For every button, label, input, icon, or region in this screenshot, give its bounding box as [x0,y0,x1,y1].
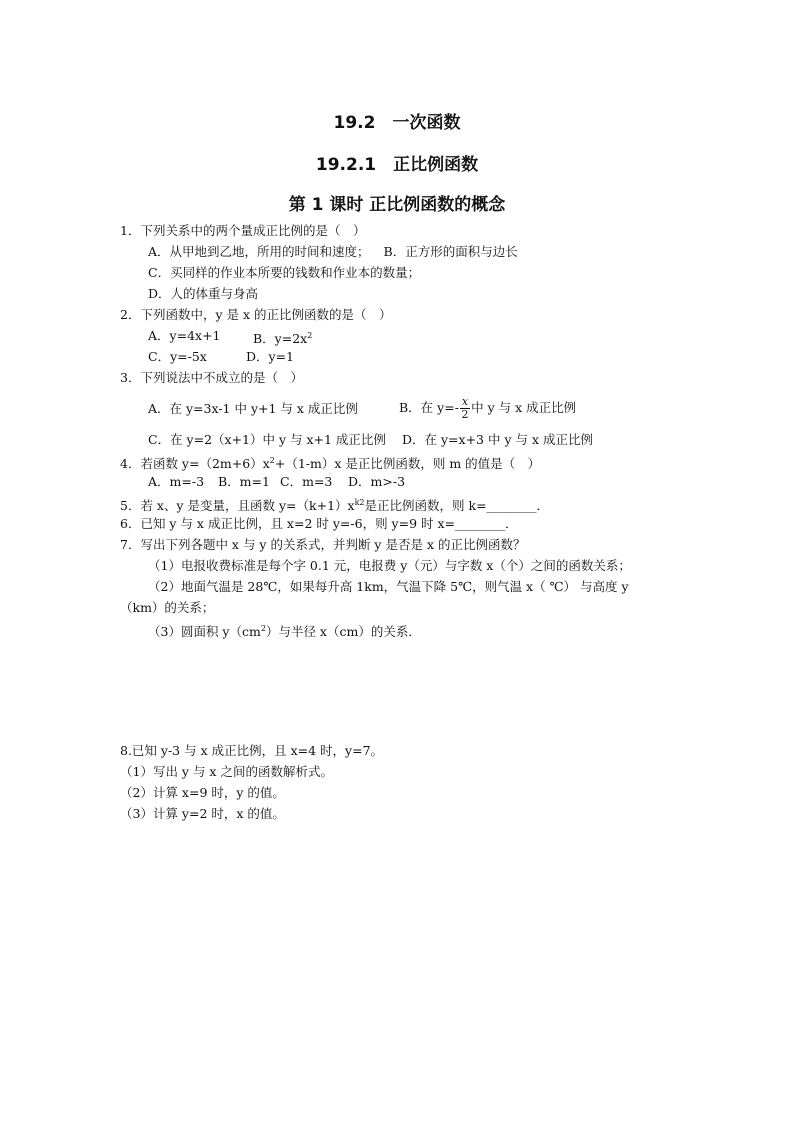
q7-part-2-cont: （km）的关系； [120,600,215,615]
q7-part-2: （2）地面气温是 28℃，如果每升高 1km，气温下降 5℃，则气温 x（ ℃） 与高度 y [148,579,629,594]
lesson-title: 第 1 课时 正比例函数的概念 [288,195,506,215]
q4-option-c: C．m=3 [280,474,333,489]
q5: 5．若 x、y 是变量，且函数 $y=(k+1)x^{k2}$是正比例函数，则 k=________． [120,498,550,514]
section-title: 19.2 一次函数 [333,113,461,133]
q1-option-c: C．买同样的作业本所要的钱数和作业本的数量； [148,265,421,280]
q1-option-d: D．人的体重与身高 [148,286,259,301]
subsection-title: 19.2.1 正比例函数 [315,155,479,175]
q4-option-b: B．m=1 [218,474,270,489]
q1-stem: 1．下列关系中的两个量成正比例的是（ ） [120,223,366,238]
q2-option-b: B．$y=2x^2$ [253,331,313,347]
q8-stem: 8.已知 y-3 与 x 成正比例，且 x=4 时，y=7。 [120,743,384,758]
q7-stem: 7．写出下列各题中 x 与 y 的关系式，并判断 y 是否是 x 的正比例函数？ [120,537,526,552]
q2-option-a: A．y=4x+1 [148,328,221,343]
q1-options-ab [148,243,518,261]
q4-stem: 4．若函数 $y=(2m+6)x^2+(1-m)x$ 是正比例函数，则 m 的值是（ ） [120,456,541,472]
q8-part-1: （1）写出 y 与 x 之间的函数解析式。 [120,764,333,779]
q2-stem: 2．下列函数中，y 是 x 的正比例函数的是（ ） [120,307,392,322]
q3-option-b: B．在 y=- $\frac{x}{2}$ 中 y 与 x 成正比例 [399,395,577,421]
q3-option-d: D．在 y=x+3 中 y 与 x 成正比例 [402,432,593,447]
q2-option-c: C．y=-5x [148,349,207,364]
q1-option-a: A．从甲地到乙地，所用的时间和速度； [148,244,370,259]
q4-option-d: D．m>-3 [348,474,406,489]
q7-part-3: （3）圆面积 $y(cm^2)$与半径 x（cm）的关系． [148,624,421,640]
q3-option-c: C．在 y=2（x+1）中 y 与 x+1 成正比例 [148,432,386,447]
q2-option-d: D．y=1 [246,349,295,364]
q7-part-1: （1）电报收费标准是每个字 0.1 元，电报费 y（元）与字数 x（个）之间的函数关系； [148,558,631,573]
q1-option-b: B．正方形的面积与边长 [383,244,518,259]
q6: 6．已知 y 与 x 成正比例，且 x=2 时 y=-6，则 y=9 时 x=________． [120,516,518,531]
q4-option-a: A．m=-3 [148,474,205,489]
fraction-x-over-2: $\frac{x}{2}$ [461,395,469,421]
q3-option-a: A．在 y=3x-1 中 y+1 与 x 成正比例 [148,401,358,416]
q8-part-3: （3）计算 y=2 时，x 的值。 [120,806,285,821]
q3-stem: 3．下列说法中不成立的是（ ） [120,370,303,385]
q8-part-2: （2）计算 x=9 时，y 的值。 [120,785,285,800]
